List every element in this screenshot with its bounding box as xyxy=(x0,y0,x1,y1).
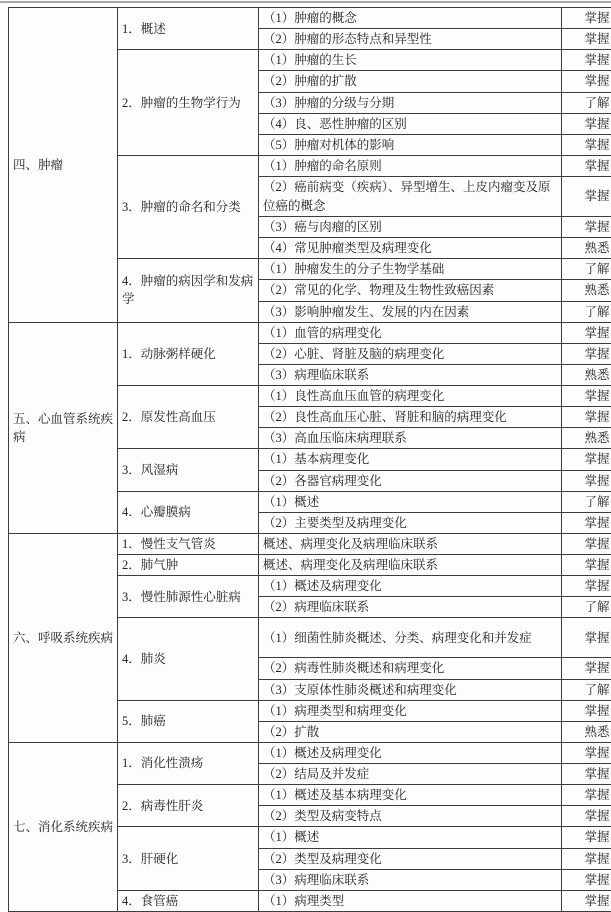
level-cell: 掌握 xyxy=(562,217,611,238)
level-cell: 掌握 xyxy=(562,449,611,470)
level-cell: 掌握 xyxy=(562,700,611,721)
level-cell: 了解 xyxy=(562,301,611,322)
item-cell: （1）血管的病理变化 xyxy=(259,322,562,343)
table-row xyxy=(9,8,611,29)
level-cell: 掌握 xyxy=(562,343,611,364)
section-cell: 六、呼吸系统疾病 xyxy=(9,533,118,742)
level-cell: 掌握 xyxy=(562,806,611,827)
level-cell: 掌握 xyxy=(562,890,611,911)
level-cell: 掌握 xyxy=(562,470,611,491)
level-cell: 掌握 xyxy=(562,576,611,597)
subsection-cell: 4．心瓣膜病 xyxy=(118,491,259,533)
item-cell: 概述、病理变化及病理临床联系 xyxy=(259,533,562,554)
level-cell: 熟悉 xyxy=(562,238,611,259)
item-cell: （2）类型及病变特点 xyxy=(259,806,562,827)
level-cell: 掌握 xyxy=(562,322,611,343)
section-cell: 四、肿瘤 xyxy=(9,8,118,323)
level-cell: 了解 xyxy=(562,597,611,618)
level-cell: 掌握 xyxy=(562,764,611,785)
level-cell: 掌握 xyxy=(562,785,611,806)
item-cell: 概述、病理变化及病理临床联系 xyxy=(259,555,562,576)
level-cell: 了解 xyxy=(562,679,611,700)
item-cell: （3）病理临床联系 xyxy=(259,869,562,890)
item-cell: （2）病毒性肺炎概述和病理变化 xyxy=(259,658,562,679)
level-cell: 掌握 xyxy=(562,50,611,71)
level-cell: 掌握 xyxy=(562,827,611,848)
level-cell: 掌握 xyxy=(562,386,611,407)
subsection-cell: 1．慢性支气管炎 xyxy=(118,533,259,554)
section-cell: 五、心血管系统疾病 xyxy=(9,322,118,533)
level-cell: 掌握 xyxy=(562,113,611,134)
item-cell: （2）心脏、肾脏及脑的病理变化 xyxy=(259,343,562,364)
item-cell: （3）病理临床联系 xyxy=(259,364,562,385)
syllabus-table xyxy=(8,7,611,912)
subsection-cell: 4．肿瘤的病因学和发病学 xyxy=(118,259,259,322)
item-cell: （4）常见肿瘤类型及病理变化 xyxy=(259,238,562,259)
item-cell: （1）概述 xyxy=(259,827,562,848)
item-cell: （1）肿瘤的生长 xyxy=(259,50,562,71)
item-cell: （2）主要类型及病理变化 xyxy=(259,512,562,533)
level-cell: 掌握 xyxy=(562,407,611,428)
subsection-cell: 2．原发性高血压 xyxy=(118,386,259,449)
item-cell: （1）概述 xyxy=(259,491,562,512)
level-cell: 掌握 xyxy=(562,155,611,176)
item-cell: （4）良、恶性肿瘤的区别 xyxy=(259,113,562,134)
item-cell: （2）癌前病变（疾病）、异型增生、上皮内瘤变及原位癌的概念 xyxy=(259,177,562,217)
level-cell: 掌握 xyxy=(562,555,611,576)
level-cell: 掌握 xyxy=(562,134,611,155)
subsection-cell: 3．肿瘤的命名和分类 xyxy=(118,155,259,258)
level-cell: 掌握 xyxy=(562,512,611,533)
item-cell: （5）肿瘤对机体的影响 xyxy=(259,134,562,155)
item-cell: （3）癌与肉瘤的区别 xyxy=(259,217,562,238)
item-cell: （1）概述及基本病理变化 xyxy=(259,785,562,806)
item-cell: （2）病理临床联系 xyxy=(259,597,562,618)
item-cell: （3）支原体性肺炎概述和病理变化 xyxy=(259,679,562,700)
level-cell: 掌握 xyxy=(562,71,611,92)
subsection-cell: 1．概述 xyxy=(118,8,259,50)
item-cell: （1）良性高血压血管的病理变化 xyxy=(259,386,562,407)
item-cell: （1）基本病理变化 xyxy=(259,449,562,470)
item-cell: （3）影响肿瘤发生、发展的内在因素 xyxy=(259,301,562,322)
level-cell: 掌握 xyxy=(562,177,611,217)
level-cell: 掌握 xyxy=(562,742,611,763)
table-row xyxy=(9,742,611,763)
level-cell: 掌握 xyxy=(562,533,611,554)
item-cell: （1）概述及病理变化 xyxy=(259,576,562,597)
syllabus-table-container xyxy=(8,7,611,912)
item-cell: （2）结局及并发症 xyxy=(259,764,562,785)
item-cell: （1）病理类型和病理变化 xyxy=(259,700,562,721)
subsection-cell: 1．消化性溃疡 xyxy=(118,742,259,784)
subsection-cell: 3．风湿病 xyxy=(118,449,259,491)
page-top-rule xyxy=(0,1,611,3)
level-cell: 掌握 xyxy=(562,618,611,658)
item-cell: （2）肿瘤的形态特点和异型性 xyxy=(259,29,562,50)
level-cell: 熟悉 xyxy=(562,721,611,742)
item-cell: （3）肿瘤的分级与分期 xyxy=(259,92,562,113)
level-cell: 掌握 xyxy=(562,8,611,29)
level-cell: 掌握 xyxy=(562,869,611,890)
item-cell: （1）病理类型 xyxy=(259,890,562,911)
level-cell: 熟悉 xyxy=(562,364,611,385)
item-cell: （2）良性高血压心脏、肾脏和脑的病理变化 xyxy=(259,407,562,428)
level-cell: 熟悉 xyxy=(562,428,611,449)
item-cell: （2）类型及病理变化 xyxy=(259,848,562,869)
item-cell: （1）肿瘤的命名原则 xyxy=(259,155,562,176)
item-cell: （2）肿瘤的扩散 xyxy=(259,71,562,92)
item-cell: （2）各器官病理变化 xyxy=(259,470,562,491)
subsection-cell: 1．动脉粥样硬化 xyxy=(118,322,259,385)
subsection-cell: 2．病毒性肝炎 xyxy=(118,785,259,827)
item-cell: （1）细菌性肺炎概述、分类、病理变化和并发症 xyxy=(259,618,562,658)
subsection-cell: 4．肺炎 xyxy=(118,618,259,700)
level-cell: 掌握 xyxy=(562,848,611,869)
table-row xyxy=(9,533,611,554)
subsection-cell: 2．肿瘤的生物学行为 xyxy=(118,50,259,156)
subsection-cell: 3．肝硬化 xyxy=(118,827,259,890)
item-cell: （2）扩散 xyxy=(259,721,562,742)
item-cell: （2）常见的化学、物理及生物性致癌因素 xyxy=(259,280,562,301)
level-cell: 掌握 xyxy=(562,658,611,679)
subsection-cell: 3．慢性肺源性心脏病 xyxy=(118,576,259,618)
item-cell: （1）肿瘤发生的分子生物学基础 xyxy=(259,259,562,280)
level-cell: 了解 xyxy=(562,259,611,280)
subsection-cell: 2．肺气肿 xyxy=(118,555,259,576)
subsection-cell: 4．食管癌 xyxy=(118,890,259,911)
item-cell: （1）肿瘤的概念 xyxy=(259,8,562,29)
item-cell: （3）高血压临床病理联系 xyxy=(259,428,562,449)
level-cell: 了解 xyxy=(562,92,611,113)
subsection-cell: 5．肺癌 xyxy=(118,700,259,742)
section-cell: 七、消化系统疾病 xyxy=(9,742,118,911)
level-cell: 了解 xyxy=(562,491,611,512)
level-cell: 熟悉 xyxy=(562,280,611,301)
level-cell: 掌握 xyxy=(562,29,611,50)
table-row xyxy=(9,322,611,343)
item-cell: （1）概述及病理变化 xyxy=(259,742,562,763)
